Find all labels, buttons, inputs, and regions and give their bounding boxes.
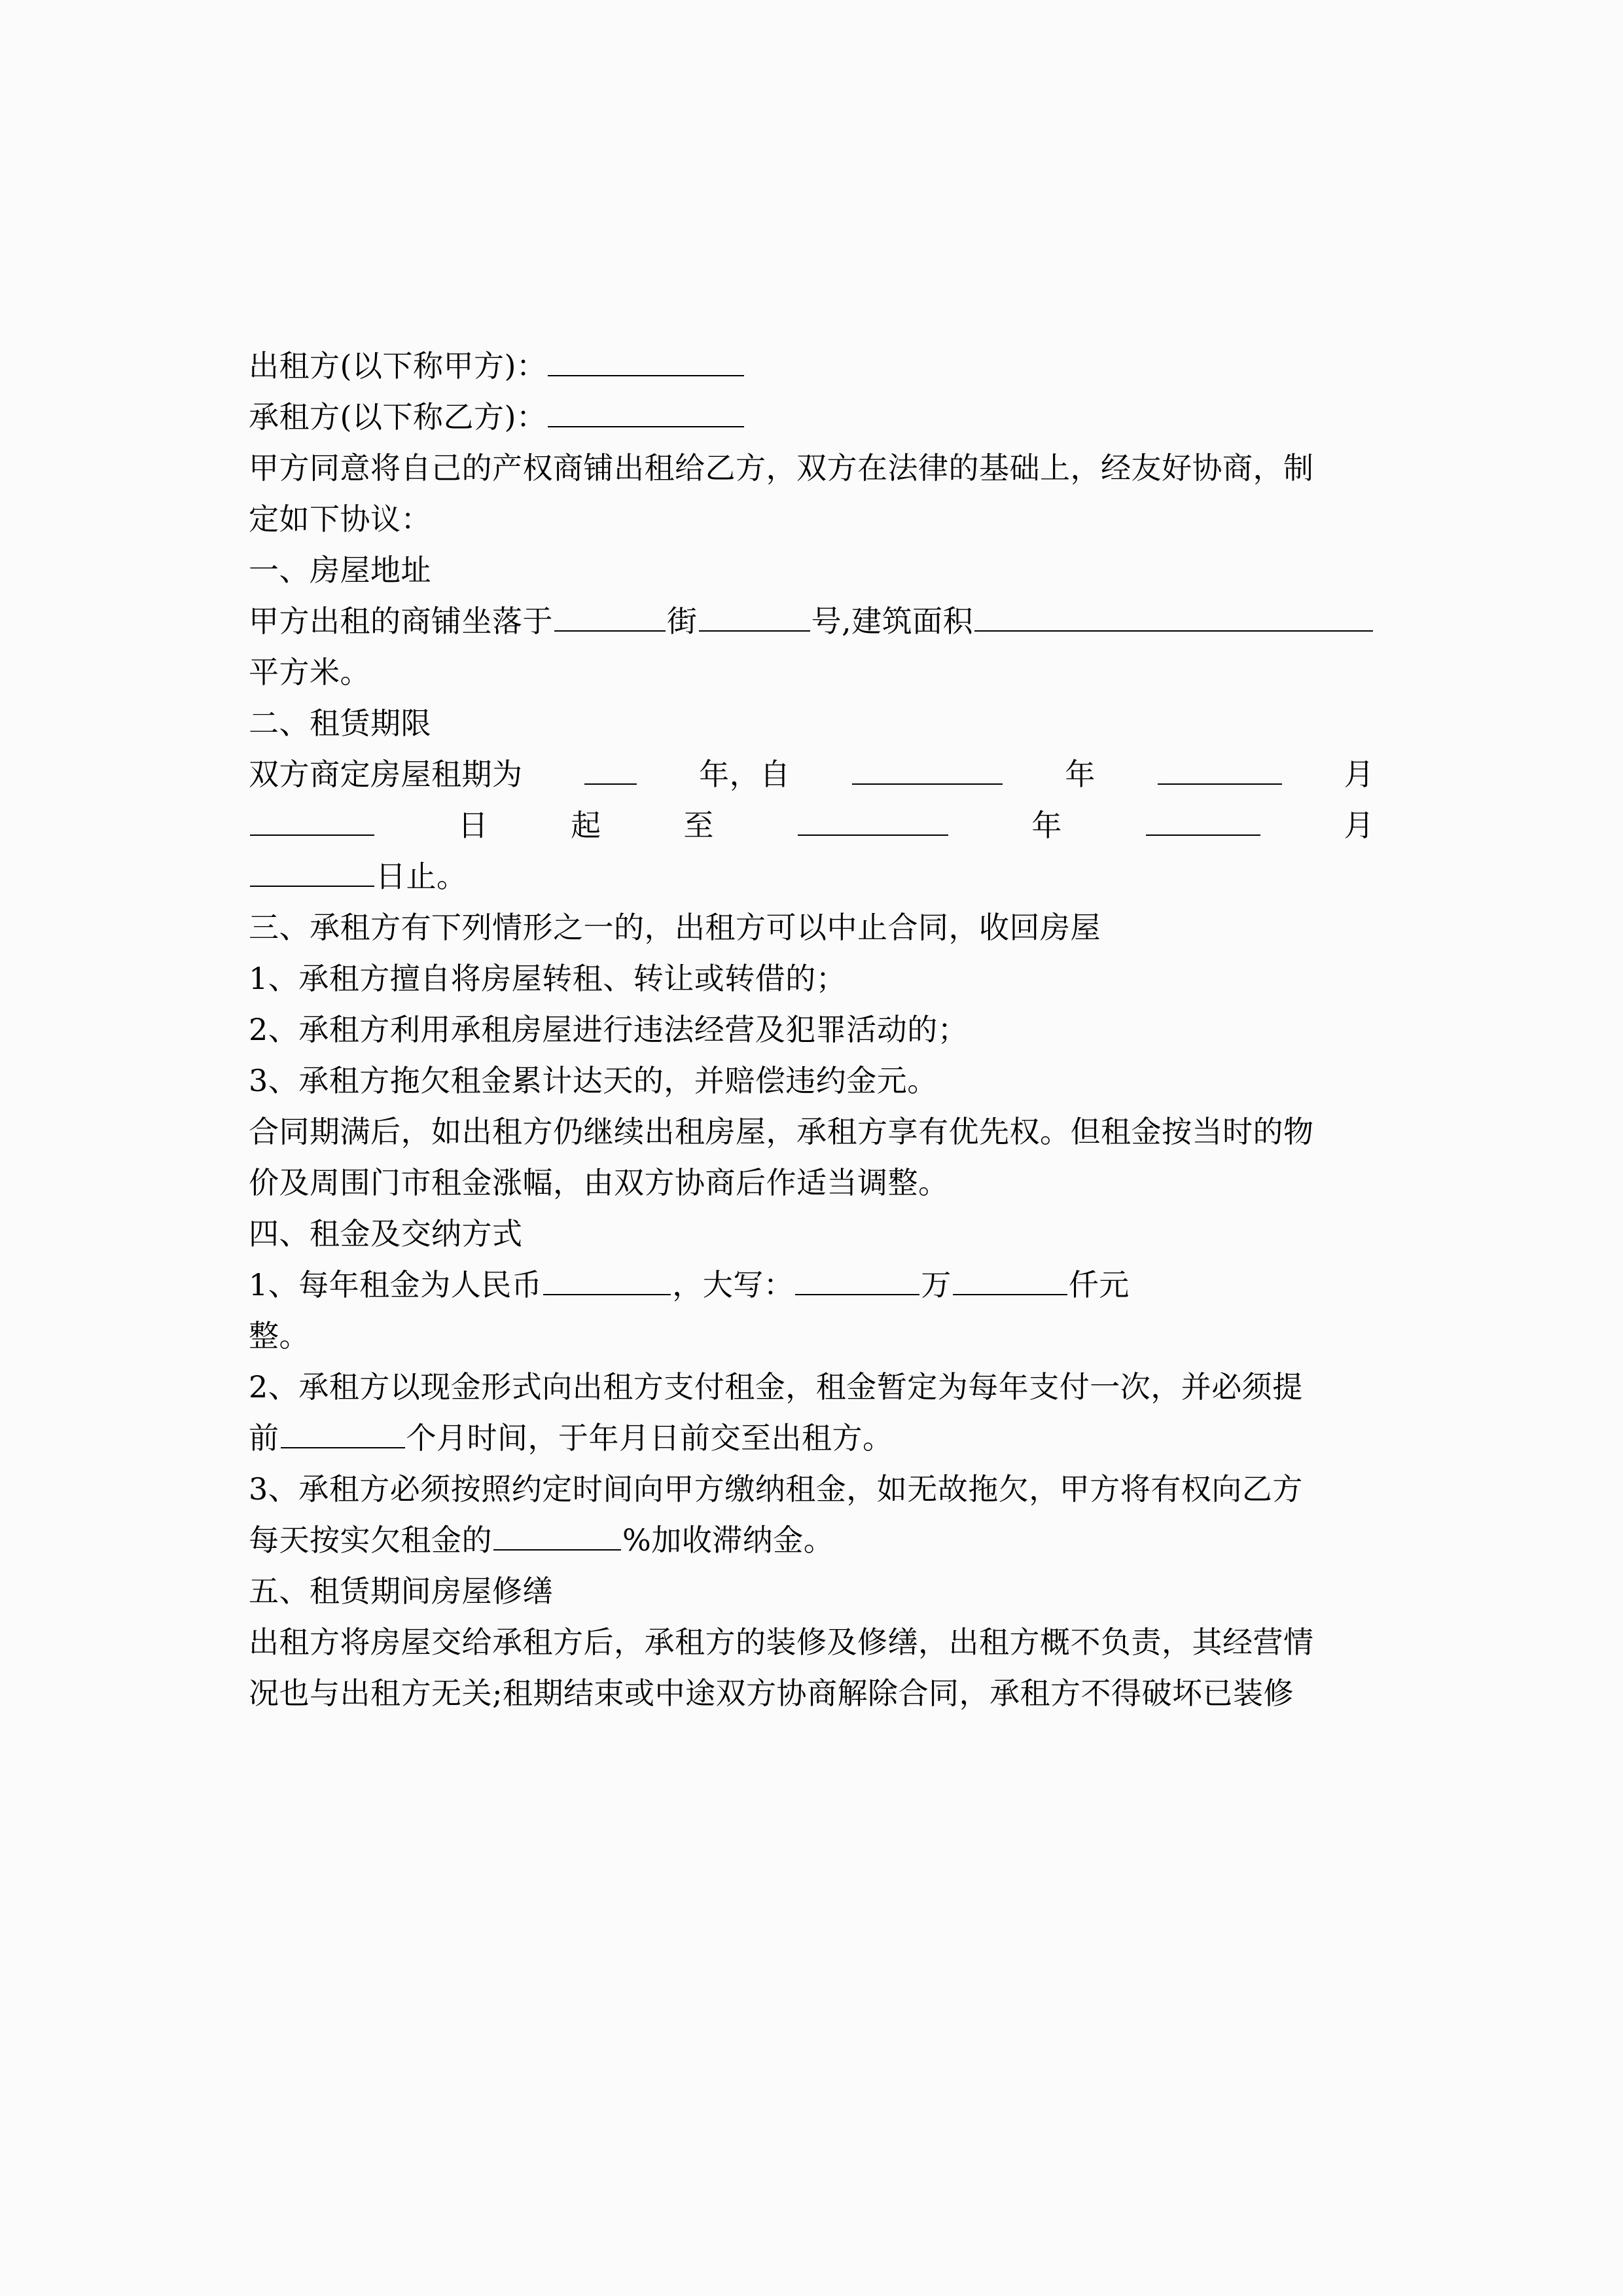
document-body [249,340,1374,1719]
intro-line-1: 甲方同意将自己的产权商铺出租给乙方，双方在法律的基础上，经友好协商，制 [249,450,1314,486]
term-line-3 [249,851,1374,902]
rent-item-3-line-2 [249,1515,1374,1566]
building-area-blank[interactable] [974,600,1373,632]
rent-item-2-line-2 [249,1412,1374,1463]
building-area-label: 号,建筑面积 [811,603,974,639]
annual-rent-blank[interactable] [543,1264,671,1295]
lessor-name-blank[interactable] [548,345,744,376]
end-year-label: 年 [1031,808,1062,843]
lessor-line [249,340,1374,391]
wan-label: 万 [921,1267,952,1302]
intro-line-2: 定如下协议： [249,501,431,537]
lessee-name-blank[interactable] [548,396,744,427]
advance-months-blank[interactable] [281,1417,405,1448]
start-month-label: 月 [1344,757,1374,792]
capital-amount-label: ，大写： [672,1267,794,1302]
capital-wan-blank[interactable] [795,1264,919,1295]
rent-item-2-line-1: 2、承租方以现金形式向出租方支付租金，租金暂定为每年支付一次，并必须提 [249,1369,1303,1405]
end-day-blank[interactable] [250,855,374,887]
rent-item-3-line-1: 3、承租方必须按照约定时间向甲方缴纳租金，如无故拖欠，甲方将有权向乙方 [249,1471,1303,1507]
late-fee-suffix: %加收滞纳金。 [622,1522,834,1558]
late-fee-prefix: 每天按实欠租金的 [249,1522,492,1558]
lessee-label: 承租方(以下称乙方)： [249,399,547,435]
start-year-label: 年 [1065,757,1096,792]
start-day-blank[interactable] [250,804,374,836]
heading-3-termination: 三、承租方有下列情形之一的，出租方可以中止合同，收回房屋 [249,910,1101,945]
term-line-2 [249,800,1374,851]
start-year-blank[interactable] [852,753,1003,785]
late-fee-percent-blank[interactable] [493,1519,621,1551]
qian-yuan-label: 仟元 [1068,1267,1130,1302]
start-month-blank[interactable] [1158,753,1282,785]
from-label: 起 [571,808,601,843]
termination-item-3: 3、承租方拖欠租金累计达天的，并赔偿违约金元。 [249,1063,938,1098]
advance-suffix: 个月时间，于年月日前交至出租方。 [406,1420,893,1456]
heading-5-repair: 五、租赁期间房屋修缮 [249,1573,553,1609]
repair-line-2: 况也与出租方无关;租期结束或中途双方协商解除合同，承租方不得破坏已装修 [249,1676,1294,1711]
lessee-line [249,391,1374,442]
renewal-line-1: 合同期满后，如出租方仍继续出租房屋，承租方享有优先权。但租金按当时的物 [249,1114,1314,1149]
street-number-blank[interactable] [699,600,810,632]
renewal-line-2: 价及周围门市租金涨幅，由双方协商后作适当调整。 [249,1165,949,1200]
start-day-label: 日 [457,808,489,843]
term-prefix: 双方商定房屋租期为 [249,757,523,792]
heading-1-address: 一、房屋地址 [249,552,431,588]
end-month-blank[interactable] [1146,804,1260,836]
end-day-label: 日止。 [376,859,467,894]
termination-item-1: 1、承租方擅自将房屋转租、转让或转借的； [249,961,847,996]
address-line-1 [249,596,1374,647]
end-month-label: 月 [1344,808,1374,843]
address-prefix: 甲方出租的商铺坐落于 [249,603,553,639]
end-year-blank[interactable] [798,804,948,836]
rent-item-1-line [249,1259,1374,1310]
to-label: 至 [683,808,714,843]
street-blank[interactable] [554,600,666,632]
heading-4-rent: 四、租金及交纳方式 [249,1216,523,1251]
termination-item-2: 2、承租方利用承租房屋进行违法经营及犯罪活动的； [249,1012,969,1047]
lessor-label: 出租方(以下称甲方)： [249,348,547,384]
rent-item-1-cont: 整。 [249,1318,310,1354]
term-years-blank[interactable] [584,753,637,785]
street-label: 街 [667,603,698,639]
address-line-2: 平方米。 [249,655,370,690]
capital-qian-blank[interactable] [953,1264,1067,1295]
heading-2-term: 二、租赁期限 [249,706,431,741]
term-line-1 [249,749,1374,800]
repair-line-1: 出租方将房屋交给承租方后，承租方的装修及修缮，出租方概不负责，其经营情 [249,1624,1314,1660]
annual-rent-label: 1、每年租金为人民币 [249,1267,543,1302]
advance-prefix: 前 [249,1420,279,1456]
term-years-label: 年，自 [699,757,791,792]
